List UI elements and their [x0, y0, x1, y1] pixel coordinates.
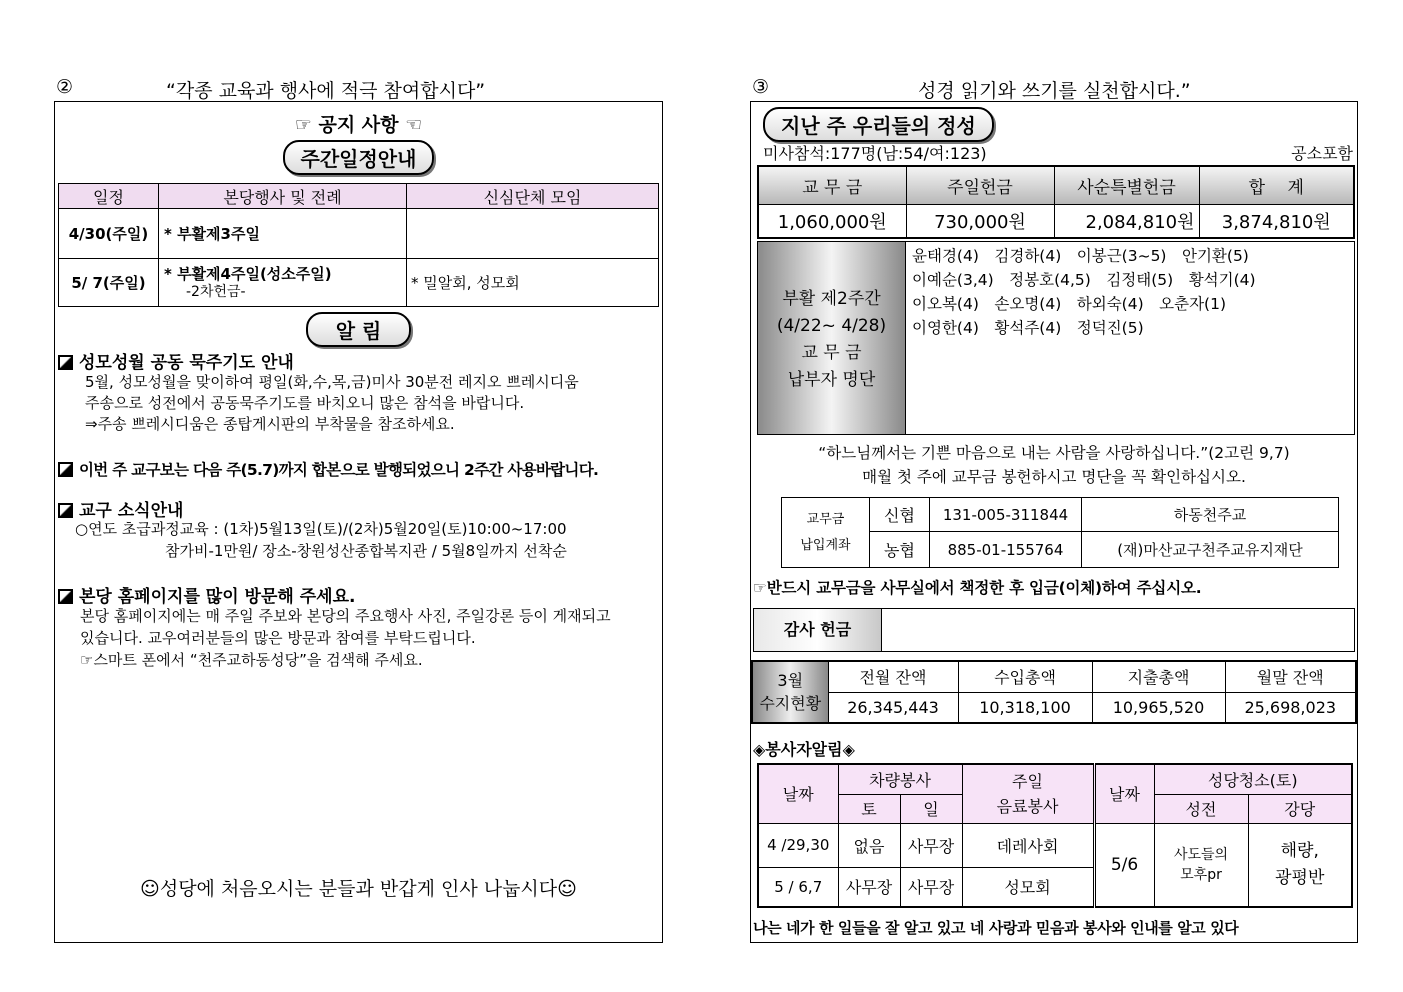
volunteer-title: ◈봉사자알림◈: [753, 740, 855, 759]
schedule-event-note: -2차헌금-: [186, 283, 246, 300]
vol-header-drink-line: 음료봉사: [996, 796, 1059, 816]
left-page: [54, 101, 663, 943]
schedule-event-cell: [159, 259, 407, 307]
offering-title: 지난 주 우리들의 정성: [763, 107, 994, 142]
vol-header-drink-line: 주일: [1012, 771, 1043, 791]
vol-header-sun: 일: [900, 794, 962, 823]
notice-item-body: [80, 605, 611, 671]
schedule-group: * 밀알회, 성모회: [407, 259, 659, 307]
notice-item-title-text: 이번 주 교구보는 다음 주(5.7)까지 합본으로 발행되었으니 2주간 사용바랍니다.: [79, 461, 599, 479]
account-number: 885-01-155764: [930, 532, 1082, 568]
account-note: ☞반드시 교무금을 사무실에서 책정한 후 입금(이체)하여 주십시오.: [753, 579, 1202, 597]
scripture-quote: [751, 441, 1357, 489]
vol-sun: 사무장: [900, 823, 962, 867]
donor-label-line: 납부자 명단: [787, 370, 876, 390]
notice-line: 주송으로 성전에서 공동묵주기도를 바치오니 많은 참석을 바랍니다.: [85, 394, 525, 412]
vol-header-sat: 토: [838, 794, 900, 823]
schedule-row: [59, 259, 659, 307]
notice-item-body: [75, 518, 567, 562]
vol-date: 5 / 6,7: [758, 867, 838, 907]
balance-header: 수입총액: [958, 661, 1092, 692]
balance-header: 지출총액: [1092, 661, 1225, 692]
donor-line: 이오복(4) 손오명(4) 하외숙(4) 오춘자(1): [912, 295, 1227, 313]
right-page-number: ③: [752, 76, 770, 98]
schedule-event: * 부활제4주일(성소주일): [164, 264, 332, 283]
vol-header-cleaning: 성당청소(토): [1154, 764, 1352, 794]
clean-sanctuary-line: 사도들의: [1173, 846, 1229, 863]
schedule-header-date: 일정: [59, 184, 159, 209]
donor-list: [912, 244, 1256, 340]
notice-line: ☞스마트 폰에서 “천주교하동성당”을 검색해 주세요.: [80, 651, 423, 669]
balance-value: 10,318,100: [958, 692, 1092, 723]
vol-sat: 없음: [838, 823, 900, 867]
checkbox-square-icon: [58, 589, 73, 604]
attendance: 미사참석:177명(남:54/여:123): [763, 144, 987, 163]
thanks-offering-label: 감사 헌금: [754, 609, 882, 651]
schedule-row: [59, 209, 659, 259]
notice-item-title: [58, 582, 355, 607]
account-label-line: 납입계좌: [800, 537, 851, 553]
notice-item-title-text: 교구 소식안내: [79, 501, 184, 521]
notice-item-title-text: 본당 홈페이지를 많이 방문해 주세요.: [79, 587, 356, 607]
clean-sanctuary: [1154, 823, 1248, 907]
notice-line: ○연도 초급과정교육 : (1차)5월13일(토)/(2차)5월20일(토)10:00~17:00: [75, 520, 567, 538]
account-holder: (재)마산교구천주교유지재단: [1082, 532, 1339, 568]
schedule-event: * 부활제3주일: [159, 209, 407, 259]
offering-header: 사순특별헌금: [1054, 166, 1199, 204]
offering-header: 주일헌금: [906, 166, 1054, 204]
account-label-line: 교무금: [806, 511, 845, 527]
offering-value: 3,874,810원: [1199, 204, 1354, 238]
balance-header: 전월 잔액: [828, 661, 958, 692]
balance-value: 25,698,023: [1225, 692, 1356, 723]
notice-line: 참가비-1만원/ 장소-창원성산종합복지관 / 5월8일까지 선착순: [165, 542, 567, 560]
donor-label-line: (4/22~ 4/28): [776, 316, 887, 336]
vol-header-date2: 날짜: [1094, 764, 1154, 823]
thanks-offering-box: [753, 608, 1355, 652]
clean-date: 5/6: [1094, 823, 1154, 907]
schedule-title: 주간일정안내: [283, 140, 435, 175]
offering-header: 합 계: [1199, 166, 1354, 204]
vol-row: [758, 823, 1352, 867]
offering-value: 2,084,810원: [1054, 204, 1199, 238]
vol-drink: 성모회: [962, 867, 1094, 907]
account-bank: 농협: [870, 532, 930, 568]
notice-title: ☞ 공지 사항 ☜: [294, 114, 423, 136]
donor-label: [758, 242, 906, 434]
account-table: [781, 497, 1339, 568]
balance-header: 월말 잔액: [1225, 661, 1356, 692]
balance-value: 26,345,443: [828, 692, 958, 723]
balance-label-line: 수지현황: [759, 694, 822, 713]
account-holder: 하동천주교: [1082, 498, 1339, 532]
clean-sanctuary-line: 모후pr: [1180, 866, 1222, 883]
notice-line: 있습니다. 교우여러분들의 많은 방문과 참여를 부탁드립니다.: [80, 629, 476, 647]
quote-line: 매월 첫 주에 교무금 봉헌하시고 명단을 꼭 확인하십시오.: [862, 468, 1246, 486]
notice-item-title: [58, 348, 294, 373]
right-page-header: 성경 읽기와 쓰기를 실천합시다.”: [918, 80, 1191, 102]
schedule-header-event: 본당행사 및 전례: [159, 184, 407, 209]
offering-header: 교 무 금: [758, 166, 906, 204]
account-bank: 신협: [870, 498, 930, 532]
left-page-header: “각종 교육과 행사에 적극 참여합시다”: [166, 80, 486, 102]
schedule-date: 5/ 7(주일): [59, 259, 159, 307]
notice-line: 5월, 성모성월을 맞이하여 평일(화,수,목,금)미사 30분전 레지오 쁘레시디움: [85, 373, 579, 391]
notice-item-title: [58, 458, 598, 480]
schedule-header-group: 신심단체 모임: [407, 184, 659, 209]
vol-sun: 사무장: [900, 867, 962, 907]
vol-sat: 사무장: [838, 867, 900, 907]
balance-value: 10,965,520: [1092, 692, 1225, 723]
left-page-number: ②: [56, 76, 74, 98]
offering-value: 1,060,000원: [758, 204, 906, 238]
attendance-note: 공소포함: [1291, 144, 1353, 163]
vol-header-drink: [962, 764, 1094, 823]
notice-line: ⇒주송 쁘레시디움은 종탑게시판의 부착물을 참조하세요.: [85, 415, 455, 433]
donor-label-line: 부활 제2주간: [782, 289, 881, 309]
volunteer-table: [757, 763, 1353, 908]
notice-item-body: [85, 372, 579, 435]
donor-label-line: 교 무 금: [801, 343, 862, 363]
left-footer: ☺성당에 처음오시는 분들과 반갑게 인사 나눕시다☺: [140, 878, 577, 900]
checkbox-square-icon: [58, 462, 73, 477]
quote-line: “하느님께서는 기쁜 마음으로 내는 사람을 사랑하십니다.”(2고린 9,7): [818, 444, 1290, 462]
donor-line: 윤태경(4) 김경하(4) 이봉근(3~5) 안기환(5): [912, 247, 1249, 265]
alim-title: 알 림: [306, 312, 412, 347]
schedule-group: [407, 209, 659, 259]
account-label: [782, 498, 870, 568]
vol-header-hall: 강당: [1248, 794, 1352, 823]
vol-header-date: 날짜: [758, 764, 838, 823]
account-number: 131-005-311844: [930, 498, 1082, 532]
schedule-date: 4/30(주일): [59, 209, 159, 259]
right-footer: 나는 네가 한 일들을 잘 알고 있고 네 사랑과 믿음과 봉사와 인내를 알고 있다: [753, 919, 1239, 937]
vol-date: 4 /29,30: [758, 823, 838, 867]
clean-hall-line: 광평반: [1275, 867, 1325, 888]
clean-hall: [1248, 823, 1352, 907]
offering-value: 730,000원: [906, 204, 1054, 238]
notice-item-title-text: 성모성월 공동 묵주기도 안내: [79, 353, 294, 373]
balance-label-line: 3월: [777, 671, 804, 690]
notice-line: 본당 홈페이지에는 매 주일 주보와 본당의 주요행사 사진, 주일강론 등이 게재되고: [80, 607, 611, 625]
balance-table: [751, 660, 1357, 724]
donor-line: 이영한(4) 황석주(4) 정덕진(5): [912, 319, 1144, 337]
vol-header-vehicle: 차량봉사: [838, 764, 962, 794]
donor-box: [757, 241, 1355, 435]
schedule-table: [58, 183, 659, 307]
vol-header-sanctuary: 성전: [1154, 794, 1248, 823]
clean-hall-line: 해량,: [1280, 840, 1319, 861]
vol-drink: 데레사회: [962, 823, 1094, 867]
right-page: [750, 101, 1358, 943]
donor-line: 이예순(3,4) 정봉호(4,5) 김정태(5) 황석기(4): [912, 271, 1256, 289]
checkbox-square-icon: [58, 503, 73, 518]
offering-table: [757, 165, 1355, 239]
balance-label: [752, 661, 828, 723]
checkbox-square-icon: [58, 355, 73, 370]
